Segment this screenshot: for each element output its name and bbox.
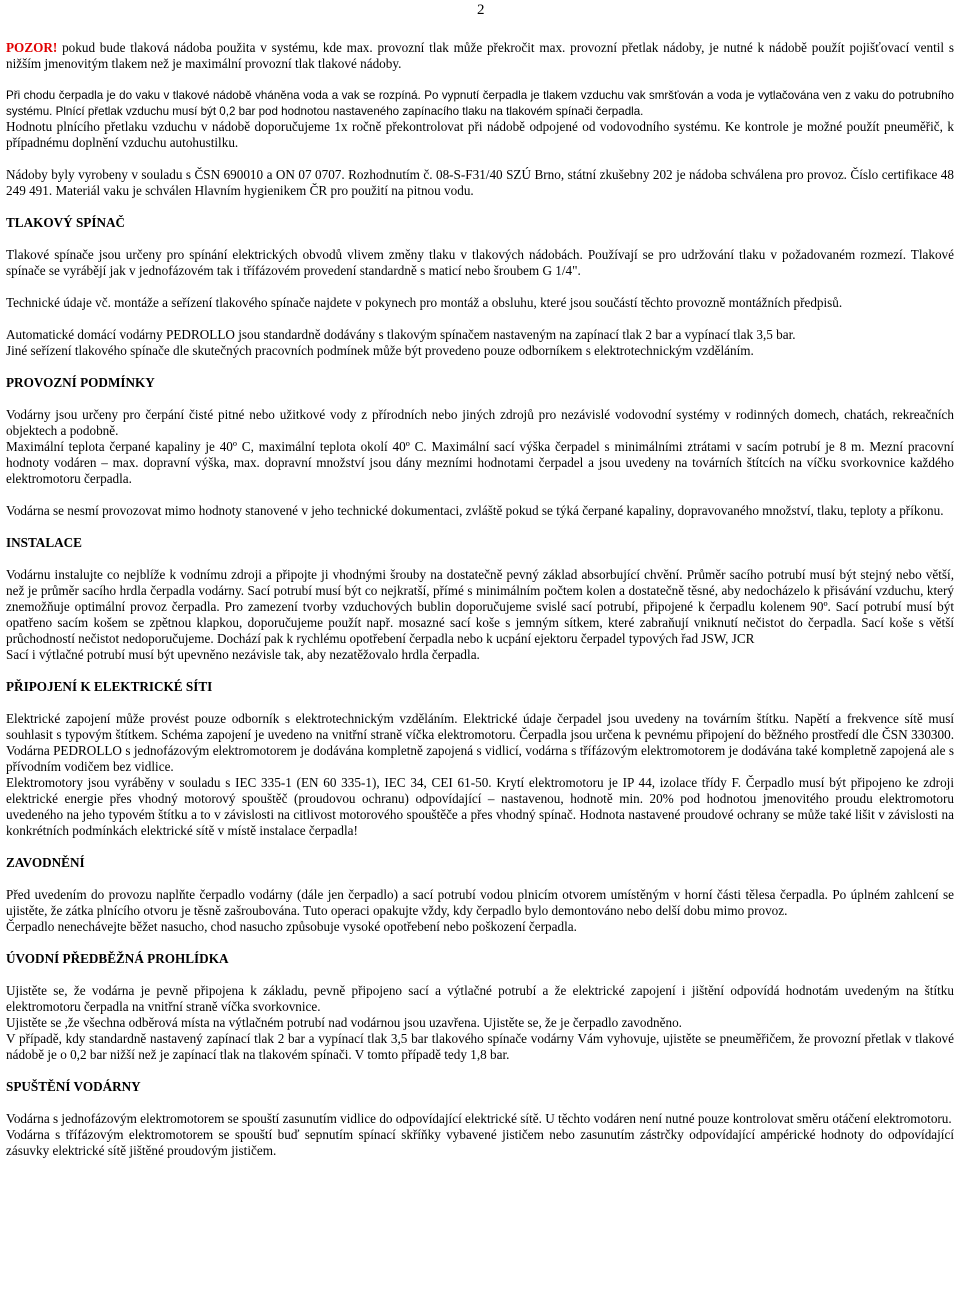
- electric-paragraph-2: Elektromotory jsou vyráběny v souladu s IEC 335-1 (EN 60 335-1), IEC 34, CEI 61-50. Krytí elektromotoru je IP 44, izolace třídy F. Čerpadlo musí být připojeno ke zdroji elektrické energie přes vhodný motorový spouštěč (proudovou ochranu) odpovídající – nastavenou, hodnotě min. 20% pod hodnotou jmenovitého proudu elektromotoru uvedeného na jeho typovém štítku a to v závislosti na citlivost motorového spouštěče a přes vhodný spínač. Hodnota nastavené proudové ochrany se může také lišit v závislosti na konkrétních podmínkách elektrické sítě v místě instalace čerpadla!: [6, 775, 954, 838]
- electric-paragraph-1: Elektrické zapojení může provést pouze odborník s elektrotechnickým vzděláním. Elektrické údaje čerpadel jsou uvedeny na továrním štítku. Napětí a frekvence sítě musí souhlasit s typovým štítkem. Schéma zapojení je uvedeno na vnitřní straně víčka elektromotoru. Čerpadla jsou určena k pevnému připojení do běžného prostředí dle ČSN 330300. Vodárna PEDROLLO s jednofázovým elektromotorem je dodávána kompletně zapojená s vidlicí, vodárna s třífázovým elektromotorem je dodávána také kompletně zapojená ale s přívodním vodičem bez vidlice.: [6, 711, 954, 774]
- section-title-electric: PŘIPOJENÍ K ELEKTRICKÉ SÍTI: [6, 679, 213, 694]
- install-paragraph-1: Vodárnu instalujte co nejblíže k vodnímu zdroji a připojte ji vhodnými šrouby na dostatečně pevný základ absorbující chvění. Průměr sacího potrubí musí být stejný nebo větší, než je průměr sacího hrdla čerpadla vodárny. Sací potrubí musí být co nejkratší, přímé s minimálním počtem kolen a dostatečně těsné, aby nedocházelo k přisávání vzduchu, který znemožňuje optimální provoz čerpadla. Pro zamezení tvorby vzduchových bublin doporučujeme svislé sací potrubí, připojené k čerpadlu kolenem 90º. Sací potrubí musí být opatřeno sacím košem se zpětnou klapkou, doporučujeme použít např. mosazné sací koše s jemným sítkem, které zabraňují vniknutí nečistot do čerpadla. Sací koše s větší průchodností nečistot nedoporučujeme. Dochází pak k rychlému opotřebení čerpadla nebo k ucpání ejektoru čerpadel typových řad JSW, JCR: [6, 567, 954, 646]
- section-title-install: INSTALACE: [6, 535, 82, 550]
- vacuum-paragraph-2: Hodnotu plnícího přetlaku vzduchu v nádobě doporučujeme 1x ročně překontrolovat při nádobě odpojené od vodovodního systému. Ke kontrole je možné použít pneuměřič, k případnému doplnění vzduchu autohustilku.: [6, 119, 954, 150]
- warning-label: POZOR!: [6, 40, 58, 55]
- switch-paragraph-3: Automatické domácí vodárny PEDROLLO jsou standardně dodávány s tlakovým spínačem nastaveným na zapínací tlak 2 bar a vypínací tlak 3,5 bar.: [6, 327, 796, 342]
- start-paragraph-2: Vodárna s třífázovým elektromotorem se spouští buď sepnutím spínací skříňky vybavené jističem nebo zasunutím zástrčky odpovídající ampérické hodnoty do odpovídající zásuvky elektrické sítě jištěné proudovým jističem.: [6, 1127, 954, 1158]
- inspection-paragraph-2: Ujistěte se ,že všechna odběrová místa na výtlačném potrubí nad vodárnou jsou uzavřena. Ujistěte se, že je čerpadlo zavodněno.: [6, 1015, 682, 1030]
- priming-paragraph-2: Čerpadlo nenechávejte běžet nasucho, chod nasucho způsobuje vysoké opotřebení nebo poškození čerpadla.: [6, 919, 577, 934]
- document-body: [6, 40, 954, 1159]
- install-paragraph-2: Sací i výtlačné potrubí musí být upevněno nezávisle tak, aby nezatěžovalo hrdla čerpadla.: [6, 647, 480, 662]
- conditions-paragraph-3: Vodárna se nesmí provozovat mimo hodnoty stanovené v jeho technické dokumentaci, zvláště pokud se týká čerpané kapaliny, dopravovaného množství, tlaku, teploty a příkonu.: [6, 503, 944, 518]
- start-paragraph-1: Vodárna s jednofázovým elektromotorem se spouští zasunutím vidlice do odpovídající elektrické sítě. U těchto vodáren není nutné pouze kontrolovat směru otáčení elektromotoru.: [6, 1111, 952, 1126]
- warning-text: pokud bude tlaková nádoba použita v systému, kde max. provozní tlak může překročit max. provozní přetlak nádoby, je nutné k nádobě použít pojišťovací ventil s nižším jmenovitým tlakem než je maximální provozní tlak tlakové nádoby.: [6, 40, 954, 71]
- inspection-paragraph-3: V případě, kdy standardně nastavený zapínací tlak 2 bar a vypínací tlak 3,5 bar tlakového spínače vodárny Vám vyhovuje, ujistěte se pneuměřičem, že provozní přetlak v tlakové nádobě je o 0,2 bar nižší než je zapínací tlak na tlakovém spínači. V tomto případě tedy 1,8 bar.: [6, 1031, 954, 1062]
- section-title-priming: ZAVODNĚNÍ: [6, 855, 85, 870]
- section-title-switch: TLAKOVÝ SPÍNAČ: [6, 215, 126, 230]
- page-number: 2: [477, 2, 485, 18]
- section-title-inspection: ÚVODNÍ PŘEDBĚŽNÁ PROHLÍDKA: [6, 951, 229, 966]
- certification-paragraph: Nádoby byly vyrobeny v souladu s ČSN 690010 a ON 07 0707. Rozhodnutím č. 08-S-F31/40 SZÚ Brno, státní zkušebny 202 je nádoba schválena pro provoz. Číslo certifikace 48 249 491. Materiál vaku je schválen Hlavním hygienikem ČR pro použití na pitnou vodu.: [6, 167, 954, 198]
- inspection-paragraph-1: Ujistěte se, že vodárna je pevně připojena k základu, pevně připojeno sací a výtlačné potrubí a že elektrické zapojení i jištění odpovídá hodnotám uvedeným na štítku elektromotoru čerpadla na vnitřní straně víčka svorkovnice.: [6, 983, 954, 1014]
- switch-paragraph-1: Tlakové spínače jsou určeny pro spínání elektrických obvodů vlivem změny tlaku v tlakových nádobách. Používají se pro udržování tlaku v požadovaném rozmezí. Tlakové spínače se vyrábějí jak v jednofázovém tak i třífázovém provedení standardně s maticí nebo šroubem G 1/4".: [6, 247, 954, 278]
- section-title-conditions: PROVOZNÍ PODMÍNKY: [6, 375, 155, 390]
- vacuum-paragraph-1: Při chodu čerpadla je do vaku v tlakové nádobě vháněna voda a vak se rozpíná. Po vypnutí čerpadla je tlakem vzduchu vak smršťován a voda je vytlačována ven z vaku do potrubního systému. Plnící přetlak vzduchu musí být 0,2 bar pod hodnotou nastaveného zapínacího tlaku na tlakovém spínači čerpadla.: [6, 89, 954, 118]
- switch-paragraph-2: Technické údaje vč. montáže a seřízení tlakového spínače najdete v pokynech pro montáž a obsluhu, které jsou součástí těchto provozně montážních předpisů.: [6, 295, 843, 310]
- conditions-paragraph-2: Maximální teplota čerpané kapaliny je 40º C, maximální teplota okolí 40º C. Maximální sací výška čerpadel s minimálními ztrátami v sacím potrubí je 8 m. Mezní pracovní hodnoty vodáren – max. dopravní výška, max. dopravní množství jsou dány mezními hodnotami čerpadel a jsou uvedeny na továrních štítcích na víčku svorkovnice každého elektromotoru čerpadla.: [6, 439, 954, 486]
- conditions-paragraph-1: Vodárny jsou určeny pro čerpání čisté pitné nebo užitkové vody z přírodních nebo jiných zdrojů pro nezávislé vodovodní systémy v rodinných domech, chatách, rekreačních objektech a podobně.: [6, 407, 954, 438]
- warning-paragraph: [6, 40, 954, 72]
- priming-paragraph-1: Před uvedením do provozu naplňte čerpadlo vodárny (dále jen čerpadlo) a sací potrubí vodou plnicím otvorem umístěným v horní části tělesa čerpadla. Po úplném zahlcení se ujistěte, že zátka plnícího otvoru je těsně zašroubována. Tuto operaci opakujte vždy, kdy čerpadlo bylo demontováno nebo delší dobu mimo provoz.: [6, 887, 954, 918]
- switch-paragraph-4: Jiné seřízení tlakového spínače dle skutečných pracovních podmínek může být provedeno pouze odborníkem s elektrotechnickým vzděláním.: [6, 343, 754, 358]
- section-title-start: SPUŠTĚNÍ VODÁRNY: [6, 1079, 141, 1094]
